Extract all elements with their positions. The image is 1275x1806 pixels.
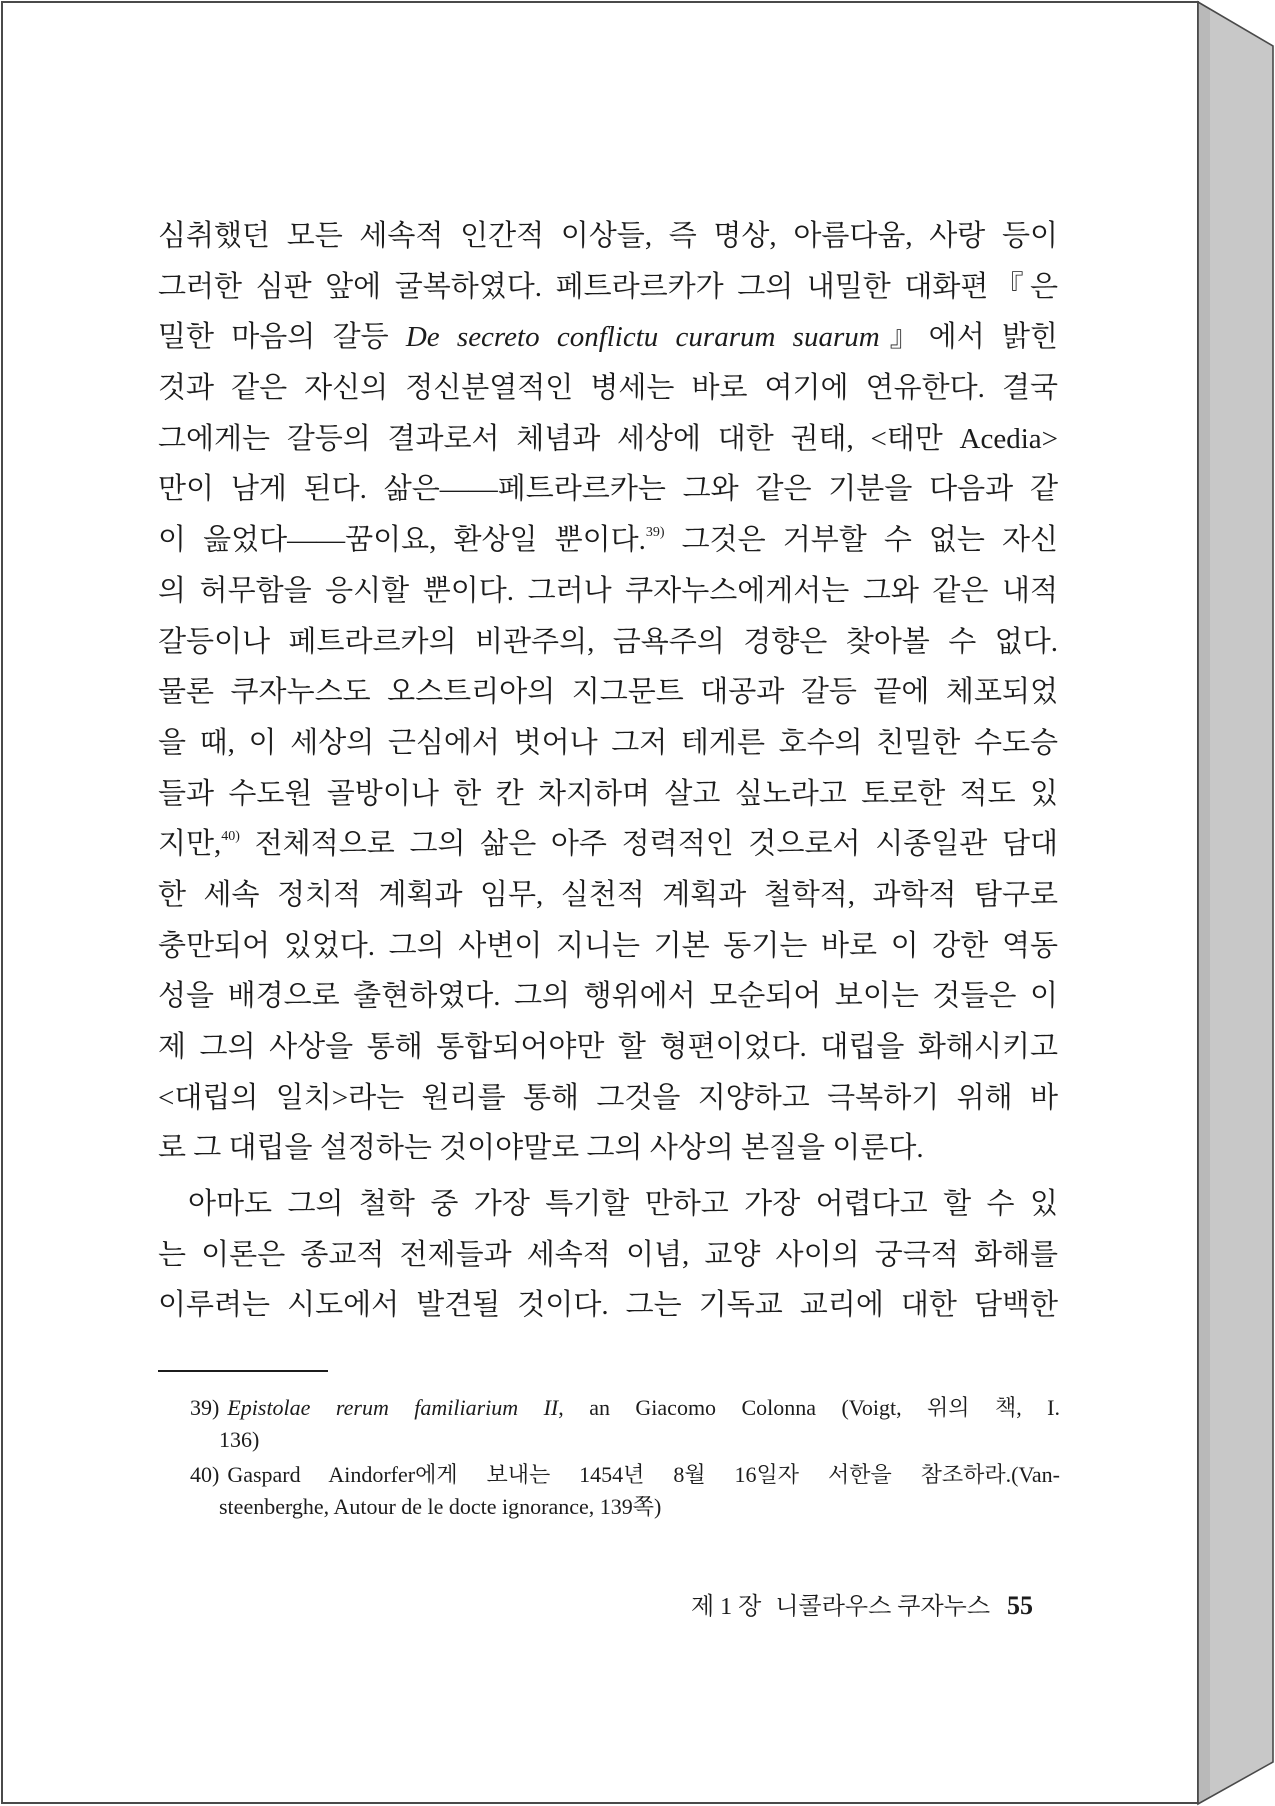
text-line: <대립의 일치>라는 원리를 통해 그것을 지양하고 극복하기 위해 바 <box>158 1081 1058 1114</box>
text-line: 만이 남게 된다. 삶은——페트라르카는 그와 같은 기분을 다음과 같 <box>158 473 1058 506</box>
text-line <box>158 819 1058 870</box>
text-line: 이루려는 시도에서 발견될 것이다. 그는 기독교 교리에 대한 담백한 <box>158 1289 1058 1322</box>
page-number: 55 <box>1007 1591 1033 1620</box>
paragraph <box>158 1179 1058 1331</box>
text-line: 제 그의 사상을 통해 통합되어야만 할 형편이었다. 대립을 화해시키고 <box>158 1031 1058 1063</box>
text-line <box>158 312 1058 363</box>
text-line: 갈등이나 페트라르카의 비관주의, 금욕주의 경향은 찾아볼 수 없다. <box>158 625 1058 658</box>
text-segment: 이 읊었다——꿈이요, 환상일 뿐이다. <box>158 524 646 557</box>
footnote-39 <box>190 1392 1060 1456</box>
text-line: 아마도 그의 철학 중 가장 특기할 만하고 가장 어렵다고 할 수 있 <box>188 1188 1058 1221</box>
footnote-ref-39: 39) <box>645 525 665 541</box>
footnote-divider <box>158 1370 328 1372</box>
text-line: 는 이론은 종교적 전제들과 세속적 이념, 교양 사이의 궁극적 화해를 <box>158 1238 1058 1271</box>
book-edge <box>1196 0 1275 1806</box>
text-line: 한 세속 정치적 계획과 임무, 실천적 계획과 철학적, 과학적 탐구로 <box>158 878 1058 911</box>
footnote-number: 39) <box>190 1395 220 1420</box>
text-segment: Gaspard Aindorfer에게 보내는 1454년 8월 16일자 서한을 참조하라.(Van- <box>227 1462 1060 1487</box>
footnote-ref-40: 40) <box>221 829 240 845</box>
text-line: 심취했던 모든 세속적 인간적 이상들, 즉 명상, 아름다움, 사랑 등이 <box>158 220 1058 252</box>
paragraph <box>158 211 1058 1174</box>
text-line: 들과 수도원 골방이나 한 칸 차지하며 살고 싶노라고 토로한 적도 있 <box>158 777 1058 810</box>
footnote-40 <box>190 1459 1060 1523</box>
text-line: 충만되어 있었다. 그의 사변이 지니는 기본 동기는 바로 이 강한 역동 <box>158 929 1058 962</box>
latin-work-title: De secreto conflictu curarum suarum <box>405 321 880 354</box>
text-line: 그러한 심판 앞에 굴복하였다. 페트라르카가 그의 내밀한 대화편『은 <box>158 270 1058 303</box>
footnote-number: 40) <box>190 1462 220 1487</box>
book-edge-shadow <box>1198 2 1210 1804</box>
chapter-label: 제 1 장 <box>690 1594 762 1620</box>
text-segment: 』에서 밝힌 <box>879 321 1058 354</box>
chapter-title: 니콜라우스 쿠자누스 <box>775 1594 990 1620</box>
text-line: 것과 같은 자신의 정신분열적인 병세는 바로 여기에 연유한다. 결국 <box>158 372 1058 405</box>
text-line: 물론 쿠자누스도 오스트리아의 지그문트 대공과 갈등 끝에 체포되었 <box>158 676 1058 709</box>
footnote-line: steenberghe, Autour de le docte ignorance, 139쪽) <box>219 1494 662 1519</box>
text-line: 의 허무함을 응시할 뿐이다. 그러나 쿠자누스에게서는 그와 같은 내적 <box>158 574 1058 607</box>
footnote-line: 136) <box>219 1427 260 1452</box>
text-line: 을 때, 이 세상의 근심에서 벗어나 그저 테게른 호수의 친밀한 수도승 <box>158 726 1058 759</box>
text-segment: 그것은 거부할 수 없는 자신 <box>664 524 1058 557</box>
body-text <box>158 211 1058 1331</box>
text-line: 로 그 대립을 설정하는 것이야말로 그의 사상의 본질을 이룬다. <box>158 1132 924 1165</box>
text-line: 성을 배경으로 출현하였다. 그의 행위에서 모순되어 보이는 것들은 이 <box>158 980 1058 1013</box>
text-segment: 전체적으로 그의 삶은 아주 정력적인 것으로서 시종일관 담대 <box>239 828 1058 861</box>
latin-work-title: Epistolae rerum familiarium II <box>227 1395 559 1420</box>
text-line <box>158 515 1058 566</box>
running-footer <box>691 1590 1033 1622</box>
footnote-line <box>190 1392 1060 1424</box>
text-segment: 지만, <box>158 828 222 861</box>
text-segment: , an Giacomo Colonna (Voigt, 위의 책, I. <box>558 1395 1060 1420</box>
book-page <box>1 1 1199 1804</box>
footnotes <box>190 1392 1060 1523</box>
text-line: 그에게는 갈등의 결과로서 체념과 세상에 대한 권태, <태만 Acedia> <box>158 422 1058 455</box>
footnote-line <box>190 1459 1060 1491</box>
text-segment: 밀한 마음의 갈등 <box>158 321 406 354</box>
